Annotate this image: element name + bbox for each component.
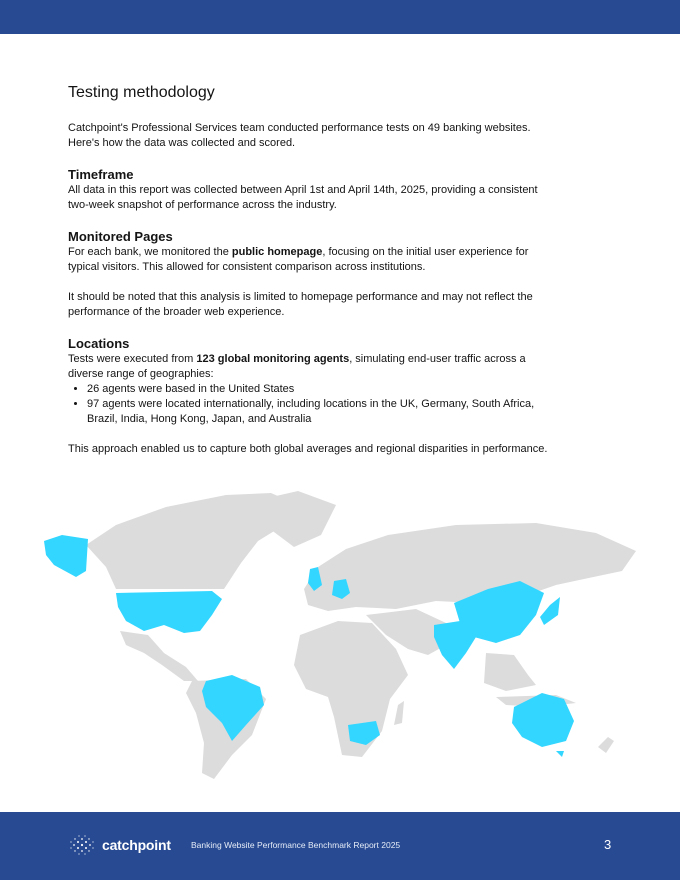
central-america-region bbox=[120, 631, 198, 681]
locations-heading: Locations bbox=[68, 336, 130, 351]
logo-text: catchpoint bbox=[102, 837, 171, 853]
catchpoint-logo bbox=[68, 834, 171, 856]
footer bbox=[0, 812, 680, 880]
locations-paragraph: Tests were executed from 123 global monitoring agents, simulating end-user traffic across a diverse range of geographies: bbox=[68, 353, 526, 380]
world-map bbox=[36, 485, 646, 785]
south-africa-highlight bbox=[348, 721, 380, 745]
madagascar-region bbox=[394, 701, 404, 725]
page-title: Testing methodology bbox=[68, 84, 215, 101]
timeframe-heading: Timeframe bbox=[68, 167, 134, 182]
monitored-pages-heading: Monitored Pages bbox=[68, 229, 173, 244]
list-item: • 26 agents were based in the United States bbox=[87, 382, 558, 397]
monitored-pages-paragraph: For each bank, we monitored the public homepage, focusing on the initial user experience for typical visitors. This allowed for consistent comparison across institutions. bbox=[68, 246, 529, 273]
main-content bbox=[68, 82, 558, 457]
greenland-region bbox=[254, 491, 336, 547]
alaska-highlight bbox=[44, 535, 88, 577]
list-item: • 97 agents were located internationally, including locations in the UK, Germany, South Africa, Brazil, India, Hong Kong, Japan, and Australia bbox=[87, 397, 558, 427]
homepage-limitation-paragraph: It should be noted that this analysis is limited to homepage performance and may not reflect the performance of the broader web experience. bbox=[68, 291, 533, 318]
intro-paragraph: Catchpoint's Professional Services team conducted performance tests on 49 banking websites. Here's how the data was collected and scored. bbox=[68, 122, 531, 149]
header-bar bbox=[0, 0, 680, 34]
page-number: 3 bbox=[604, 837, 612, 852]
united-states-highlight bbox=[116, 591, 222, 633]
southeast-asia-region bbox=[484, 653, 536, 691]
timeframe-paragraph: All data in this report was collected between April 1st and April 14th, 2025, providing a consistent two-week snapshot of performance across the industry. bbox=[68, 184, 538, 211]
new-zealand-region bbox=[598, 737, 614, 753]
locations-list bbox=[68, 382, 558, 427]
tasmania-highlight bbox=[556, 751, 564, 757]
catchpoint-dots-icon bbox=[68, 834, 96, 856]
report-title: Banking Website Performance Benchmark Report 2025 bbox=[191, 840, 401, 850]
closing-paragraph: This approach enabled us to capture both global averages and regional disparities in performance. bbox=[68, 443, 548, 455]
japan-highlight bbox=[540, 597, 560, 625]
